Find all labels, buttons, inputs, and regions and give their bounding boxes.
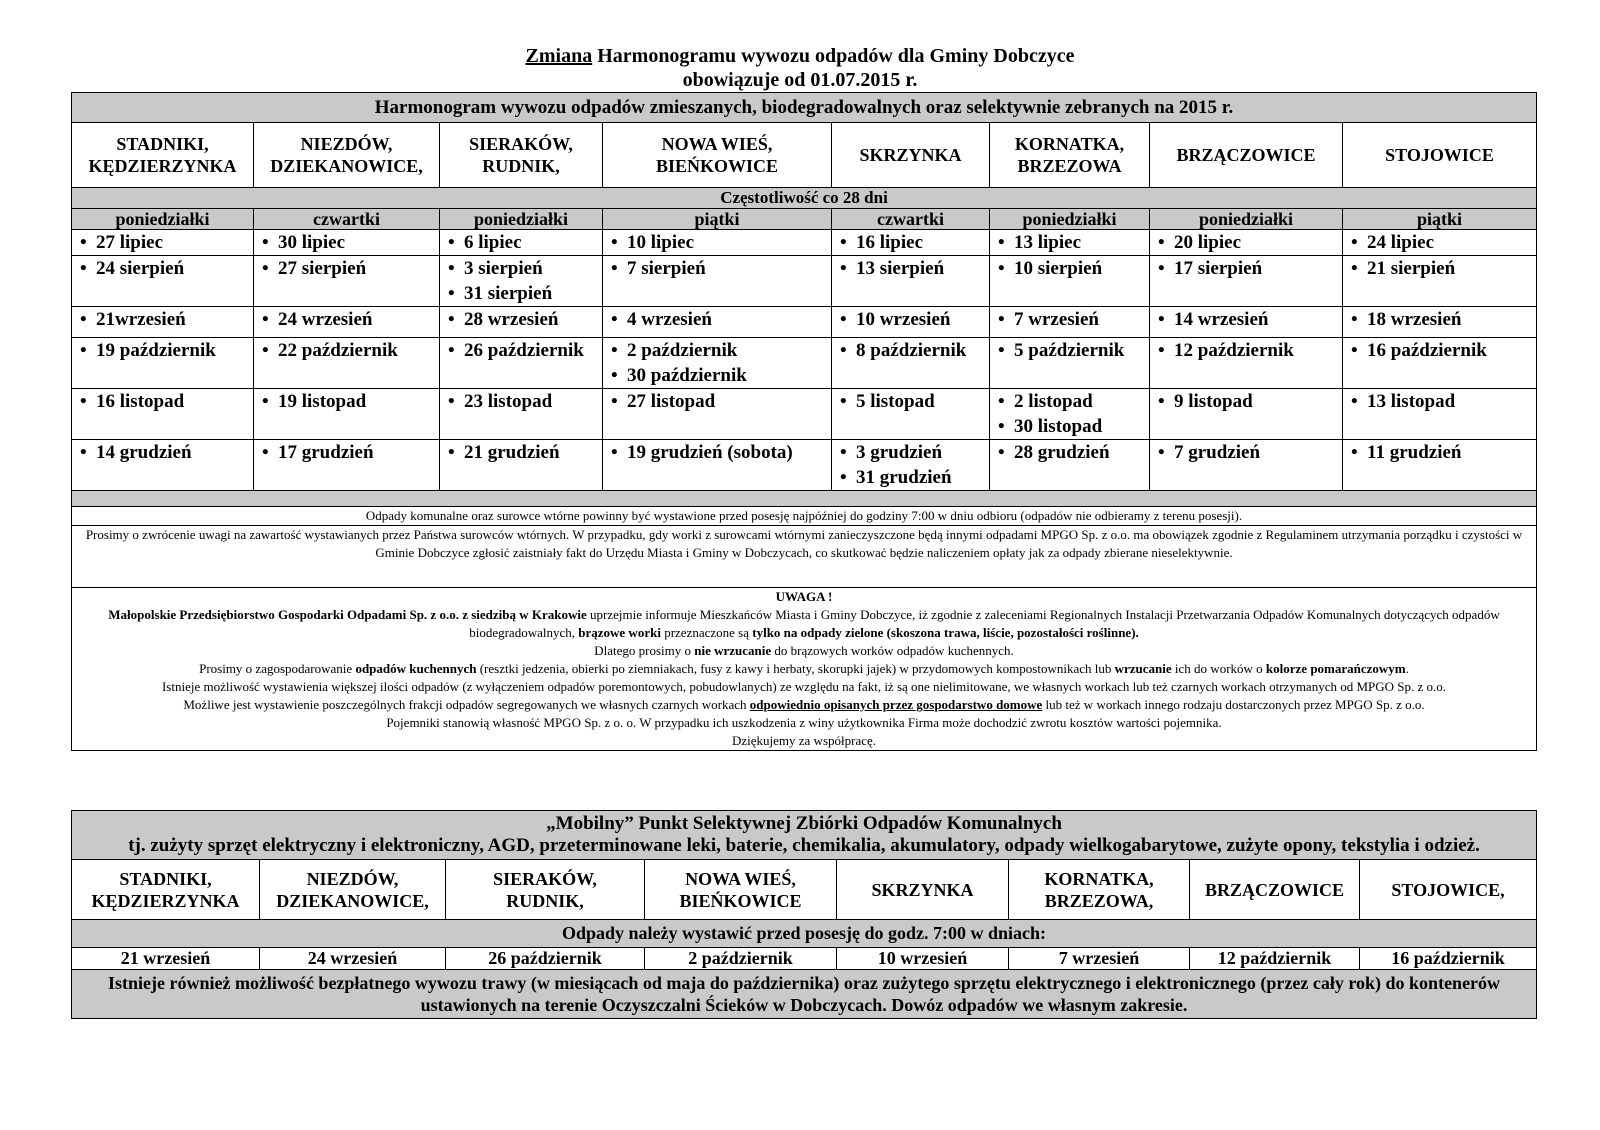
document-subtitle: obowiązuje od 01.07.2015 r. [682, 69, 918, 91]
town-name-line2: KĘDZIERZYNKA [88, 156, 237, 176]
pickup-date: • 23 listopad [448, 389, 598, 414]
pickup-date: • 10 sierpień [998, 256, 1145, 281]
pickup-date: • 2 listopad [998, 389, 1145, 414]
do-not-throw: nie wrzucanie [694, 643, 772, 658]
weekday-label: piątki [1343, 209, 1537, 230]
date-cell [1343, 307, 1537, 338]
town-name-line1: STADNIKI, [119, 868, 212, 889]
pickup-date: • 7 wrzesień [998, 307, 1145, 332]
date-cell [832, 338, 990, 389]
uwaga-p2-text2: do brązowych worków odpadów kuchennych. [771, 643, 1014, 658]
mobile-date: 16 październik [1360, 948, 1537, 970]
date-row [72, 338, 1537, 389]
date-cell [440, 338, 603, 389]
spacer-cell [72, 491, 1537, 507]
pickup-date: • 13 sierpień [840, 256, 985, 281]
town-header [990, 123, 1150, 188]
pickup-date: • 24 sierpień [80, 256, 249, 281]
pickup-date: • 2 październik [611, 338, 827, 363]
mobile-instruction: Odpady należy wystawić przed posesję do godz. 7:00 w dniach: [72, 920, 1537, 948]
weekday-label: poniedziałki [72, 209, 254, 230]
date-row [72, 307, 1537, 338]
uwaga-p3-text: Prosimy o zagospodarowanie [199, 661, 356, 676]
pickup-date: • 9 listopad [1158, 389, 1338, 414]
mobile-town-header [645, 860, 837, 920]
mobile-town-header [1009, 860, 1190, 920]
date-cell [1343, 389, 1537, 440]
town-name-line1: STADNIKI, [116, 134, 209, 154]
mobile-town-header [72, 860, 260, 920]
date-cell [254, 230, 440, 256]
mobile-title: „Mobilny” Punkt Selektywnej Zbiórki Odpadów Komunalnych [546, 813, 1062, 834]
green-waste-only: tylko na odpady zielone (skoszona trawa, liście, pozostałości roślinne). [752, 625, 1139, 640]
date-cell [72, 307, 254, 338]
town-name-line1: STOJOWICE, [1391, 879, 1505, 900]
uwaga-p7: Dziękujemy za współpracę. [731, 733, 877, 748]
town-name-line2: DZIEKANOWICE, [270, 156, 423, 176]
pickup-date: • 8 październik [840, 338, 985, 363]
town-header [1343, 123, 1537, 188]
date-cell [990, 307, 1150, 338]
date-cell [1343, 230, 1537, 256]
mobile-date: 10 wrzesień [837, 948, 1009, 970]
mobile-subtitle: tj. zużyty sprzęt elektryczny i elektroniczny, AGD, przeterminowane leki, baterie, chemikalia, akumulatory, odpady wielkogabarytowe, zużyte opony, tekstylia i odzież. [128, 835, 1480, 856]
date-cell [603, 256, 832, 307]
pickup-date: • 5 listopad [840, 389, 985, 414]
dates-body [72, 230, 1537, 491]
pickup-date: • 28 grudzień [998, 440, 1145, 465]
pickup-date: • 27 lipiec [80, 230, 249, 255]
pickup-date: • 18 wrzesień [1351, 307, 1532, 332]
date-cell [72, 230, 254, 256]
mobile-town-header [260, 860, 446, 920]
mobile-town-header [1360, 860, 1537, 920]
pickup-date: • 21wrzesień [80, 307, 249, 332]
pickup-date: • 24 lipiec [1351, 230, 1532, 255]
company-name: Małopolskie Przedsiębiorstwo Gospodarki Odpadami Sp. z o.o. z siedzibą w Krakowie [108, 607, 587, 622]
town-header [1150, 123, 1343, 188]
date-cell [440, 256, 603, 307]
weekday-label: piątki [603, 209, 832, 230]
pickup-date: • 30 lipiec [262, 230, 435, 255]
pickup-note: Odpady komunalne oraz surowce wtórne powinny być wystawione przed posesję najpóźniej do godziny 7:00 w dniu odbioru (odpadów nie odbieramy z terenu posesji). [72, 507, 1537, 526]
uwaga-row [72, 588, 1537, 751]
date-cell [1150, 389, 1343, 440]
uwaga-p6: Pojemniki stanowią własność MPGO Sp. z o. o. W przypadku ich uszkodzenia z winy użytkownika Firma może dochodzić zwrotu kosztów wartości pojemnika. [386, 715, 1222, 730]
frequency-row [72, 188, 1537, 209]
date-cell [1150, 307, 1343, 338]
date-cell [990, 230, 1150, 256]
town-name-line2: RUDNIK, [506, 890, 584, 911]
town-name-line1: BRZĄCZOWICE [1204, 879, 1345, 900]
brown-bags: brązowe worki [578, 625, 661, 640]
pickup-date: • 16 październik [1351, 338, 1532, 363]
date-cell [990, 256, 1150, 307]
note-row-2 [72, 526, 1537, 588]
uwaga-p3-end: . [1405, 661, 1409, 676]
pickup-date: • 21 grudzień [448, 440, 598, 465]
town-name-line1: KORNATKA, [1044, 868, 1154, 889]
town-name-line1: SIERAKÓW, [469, 134, 573, 154]
date-cell [72, 440, 254, 491]
town-name-line2: BRZEZOWA, [1044, 890, 1154, 911]
title-underlined-word: Zmiana [525, 45, 593, 67]
date-cell [440, 307, 603, 338]
town-name-line1: SKRZYNKA [859, 145, 962, 165]
town-name-line1: NIEZDÓW, [300, 134, 393, 154]
pickup-date: • 11 grudzień [1351, 440, 1532, 465]
uwaga-p4: Istnieje możliwość wystawienia większej ilości odpadów (z wyłączeniem odpadów poremontowych, pobudowlanych) ze względu na fakt, iż są one nielimitowane, we własnych workach lub też czarnych workach otrzymanych od MPGO Sp. z o.o. [161, 679, 1447, 694]
uwaga-heading: UWAGA ! [775, 589, 833, 604]
town-name-line1: SKRZYNKA [871, 879, 974, 900]
throwing: wrzucanie [1114, 661, 1172, 676]
pickup-date: • 10 wrzesień [840, 307, 985, 332]
date-cell [440, 389, 603, 440]
mobile-date-row [72, 948, 1537, 970]
date-row [72, 389, 1537, 440]
mobile-date: 2 październik [645, 948, 837, 970]
pickup-date: • 17 sierpień [1158, 256, 1338, 281]
pickup-date: • 16 listopad [80, 389, 249, 414]
date-cell [603, 440, 832, 491]
recycling-note: Prosimy o zwrócenie uwagi na zawartość wystawianych przez Państwa surowców wtórnych. W przypadku, gdy worki z surowcami wtórnymi zanieczyszczone będą innymi odpadami MPGO Sp. z o.o. ma obowiązek zgodnie z Regulaminem utrzymania porządku i czystości w Gminie Dobczyce zgłosić zaistniały fakt do Urzędu Miasta i Gminy w Dobczycach, co skutkować będzie naliczeniem opłaty jak za odpady zbierane nieselektywnie. [72, 526, 1537, 588]
date-row [72, 230, 1537, 256]
pickup-date: • 14 wrzesień [1158, 307, 1338, 332]
date-cell [1150, 440, 1343, 491]
mobile-footer-row [72, 970, 1537, 1019]
uwaga-p1-text2: przeznaczone są [660, 625, 753, 640]
date-cell [832, 230, 990, 256]
pickup-date: • 6 lipiec [448, 230, 598, 255]
pickup-date: • 19 grudzień (sobota) [611, 440, 827, 465]
date-cell [990, 440, 1150, 491]
weekday-label: poniedziałki [1150, 209, 1343, 230]
title-rest: Harmonogramu wywozu odpadów dla Gminy Dobczyce [592, 45, 1075, 67]
pickup-date: • 24 wrzesień [262, 307, 435, 332]
date-cell [1150, 338, 1343, 389]
town-name-line1: BRZĄCZOWICE [1176, 145, 1316, 165]
pickup-date: • 19 listopad [262, 389, 435, 414]
pickup-date: • 27 sierpień [262, 256, 435, 281]
uwaga-p3-text2: (resztki jedzenia, obierki po ziemniakach, fusy z kawy i herbaty, skorupki jajek) w przydomowych kompostownikach lub [476, 661, 1115, 676]
uwaga-p1-text: uprzejmie informuje Mieszkańców Miasta i Gminy Dobczyce, iż zgodnie z zaleceniami Regionalnych Instalacji Przetwarzania Odpadów Komunalnych dotyczących odpadów biodegradowalnych, [469, 607, 1500, 640]
uwaga-p5-text2: lub też w workach innego rodzaju dostarczonych przez MPGO Sp. z o.o. [1042, 697, 1425, 712]
date-cell [72, 256, 254, 307]
pickup-date: • 10 lipiec [611, 230, 827, 255]
schedule-heading-row [72, 93, 1537, 123]
pickup-date: • 22 październik [262, 338, 435, 363]
uwaga-p1 [84, 606, 1524, 642]
mobile-point-table [71, 810, 1537, 1019]
uwaga-notice [72, 588, 1537, 751]
mobile-town-header [1190, 860, 1360, 920]
mobile-town-header [446, 860, 645, 920]
date-cell [832, 389, 990, 440]
date-cell [603, 307, 832, 338]
mobile-footer: Istnieje również możliwość bezpłatnego wywozu trawy (w miesiącach od maja do października) oraz zużytego sprzętu elektrycznego i elektronicznego (przez cały rok) do kontenerów ustawionych na terenie Oczyszczalni Ścieków w Dobczycach. Dowóz odpadów we własnym zakresie. [72, 970, 1537, 1019]
pickup-date: • 5 październik [998, 338, 1145, 363]
date-cell [990, 389, 1150, 440]
kitchen-waste: odpadów kuchennych [355, 661, 477, 676]
weekday-label: poniedziałki [990, 209, 1150, 230]
date-cell [254, 389, 440, 440]
date-cell [1343, 256, 1537, 307]
mobile-town-header [837, 860, 1009, 920]
date-cell [603, 389, 832, 440]
mobile-date: 7 wrzesień [1009, 948, 1190, 970]
uwaga-p2 [84, 642, 1524, 660]
date-cell [440, 440, 603, 491]
pickup-date: • 16 lipiec [840, 230, 985, 255]
town-name-line2: BIEŃKOWICE [655, 156, 779, 176]
frequency-label: Częstotliwość co 28 dni [72, 188, 1537, 209]
town-header [72, 123, 254, 188]
mobile-date: 21 wrzesień [72, 948, 260, 970]
date-cell [1150, 230, 1343, 256]
town-name-line2: RUDNIK, [482, 156, 560, 176]
mobile-date: 12 październik [1190, 948, 1360, 970]
date-cell [990, 338, 1150, 389]
spacer-row [72, 491, 1537, 507]
pickup-date: • 14 grudzień [80, 440, 249, 465]
date-cell [72, 389, 254, 440]
town-name-line1: NIEZDÓW, [306, 868, 399, 889]
pickup-date: • 19 październik [80, 338, 249, 363]
pickup-date: • 26 październik [448, 338, 598, 363]
date-row [72, 440, 1537, 491]
pickup-date: • 20 lipiec [1158, 230, 1338, 255]
weekday-label: czwartki [832, 209, 990, 230]
date-cell [603, 338, 832, 389]
town-header [254, 123, 440, 188]
town-name-line1: NOWA WIEŚ, [685, 868, 796, 889]
uwaga-p3-text3: ich do worków o [1171, 661, 1266, 676]
weekday-label: czwartki [254, 209, 440, 230]
date-cell [832, 307, 990, 338]
date-cell [832, 440, 990, 491]
town-header [603, 123, 832, 188]
mobile-town-row [72, 860, 1537, 920]
properly-described: odpowiednio opisanych przez gospodarstwo domowe [749, 697, 1043, 712]
pickup-date: • 4 wrzesień [611, 307, 827, 332]
date-cell [440, 230, 603, 256]
date-row [72, 256, 1537, 307]
pickup-date: • 31 sierpień [448, 281, 598, 306]
mobile-date: 26 październik [446, 948, 645, 970]
date-cell [254, 440, 440, 491]
pickup-date: • 13 listopad [1351, 389, 1532, 414]
document-title [0, 44, 1600, 68]
town-name-line2: KĘDZIERZYNKA [91, 890, 240, 911]
pickup-date: • 13 lipiec [998, 230, 1145, 255]
weekday-label: poniedziałki [440, 209, 603, 230]
uwaga-p5-text: Możliwe jest wystawienie poszczególnych frakcji odpadów segregowanych we własnych czarnych workach [183, 697, 750, 712]
date-cell [254, 338, 440, 389]
town-header [832, 123, 990, 188]
mobile-heading-row [72, 811, 1537, 860]
town-name-line2: BIEŃKOWICE [679, 890, 802, 911]
date-cell [1343, 338, 1537, 389]
town-name-line1: SIERAKÓW, [493, 868, 597, 889]
pickup-date: • 21 sierpień [1351, 256, 1532, 281]
weekday-row [72, 209, 1537, 230]
pickup-date: • 3 sierpień [448, 256, 598, 281]
date-cell [832, 256, 990, 307]
town-name-line1: KORNATKA, [1014, 134, 1125, 154]
pickup-date: • 30 listopad [998, 414, 1145, 439]
pickup-date: • 3 grudzień [840, 440, 985, 465]
date-cell [72, 338, 254, 389]
date-cell [603, 230, 832, 256]
town-name-line1: STOJOWICE [1385, 145, 1494, 165]
schedule-heading: Harmonogram wywozu odpadów zmieszanych, biodegradowalnych oraz selektywnie zebranych na 2015 r. [72, 93, 1537, 123]
uwaga-p3 [84, 660, 1524, 678]
pickup-date: • 7 sierpień [611, 256, 827, 281]
note-row-1 [72, 507, 1537, 526]
date-cell [1150, 256, 1343, 307]
town-name-line1: NOWA WIEŚ, [661, 134, 773, 154]
uwaga-p5 [84, 696, 1524, 714]
mobile-date: 24 wrzesień [260, 948, 446, 970]
pickup-date: • 7 grudzień [1158, 440, 1338, 465]
town-name-line2: DZIEKANOWICE, [276, 890, 429, 911]
date-cell [254, 307, 440, 338]
mobile-heading [72, 811, 1537, 860]
orange-color: kolorze pomarańczowym [1265, 661, 1406, 676]
pickup-date: • 28 wrzesień [448, 307, 598, 332]
date-cell [1343, 440, 1537, 491]
town-header [440, 123, 603, 188]
schedule-table [71, 92, 1537, 751]
date-cell [254, 256, 440, 307]
pickup-date: • 27 listopad [611, 389, 827, 414]
pickup-date: • 31 grudzień [840, 465, 985, 490]
town-row [72, 123, 1537, 188]
pickup-date: • 12 październik [1158, 338, 1338, 363]
pickup-date: • 17 grudzień [262, 440, 435, 465]
pickup-date: • 30 październik [611, 363, 827, 388]
mobile-instruction-row [72, 920, 1537, 948]
town-name-line2: BRZEZOWA [1017, 156, 1122, 176]
uwaga-p2-text: Dlatego prosimy o [594, 643, 695, 658]
